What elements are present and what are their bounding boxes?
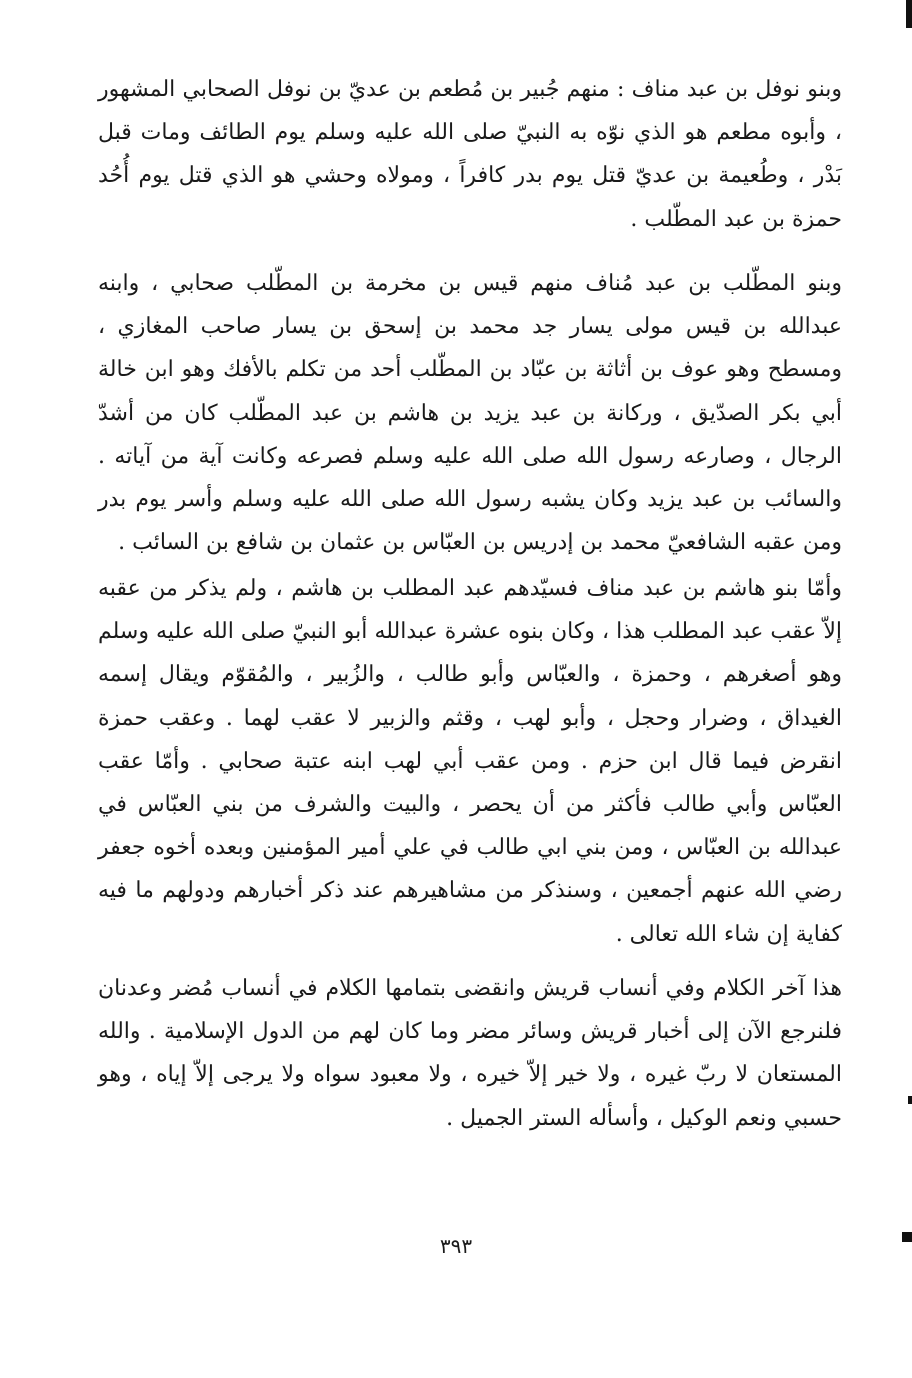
paragraph-conclusion: هذا آخر الكلام وفي أنساب قريش وانقضى بتمامها الكلام في أنساب مُضر وعدنان فلنرجع الآن إلى أخبار قريش وسائر مضر وما كان لهم من الدول الإسلامية . والله المستعان لا ربّ غيره ، ولا خير إلاّ خيره ، ولا معبود سواه ولا يرجى إلاّ إياه ، وهو حسبي ونعم الوكيل ، وأسأله الستر الجميل .	[98, 976, 842, 1131]
scan-edge-mark-middle	[908, 1096, 912, 1104]
paragraph-banu-nawfal: وبنو نوفل بن عبد مناف : منهم جُبير بن مُطعم بن عديّ بن نوفل الصحابي المشهور ، وأبوه مطعم هو الذي نوّه به النبيّ صلى الله عليه وسلم يوم الطائف ومات قبل بَدْر ، وطُعيمة بن عديّ قتل يوم بدر كافراً ، ومولاه وحشي هو الذي قتل يوم أُحُد حمزة بن عبد المطّلب .	[98, 77, 842, 232]
paragraph-banu-hashim: وأمّا بنو هاشم بن عبد مناف فسيّدهم عبد المطلب بن هاشم ، ولم يذكر من عقبه إلاّ عقب عبد المطلب هذا ، وكان بنوه عشرة عبدالله أبو النبيّ صلى الله عليه وسلم وهو أصغرهم ، وحمزة ، والعبّاس وأبو طالب ، والزُبير ، والمُقوّم ويقال إسمه الغيداق ، وضرار وحجل ، وأبو لهب ، وقثم والزبير لا عقب لهما . وعقب حمزة انقرض فيما قال ابن حزم . ومن عقب أبي لهب ابنه عتبة صحابي . وأمّا عقب العبّاس وأبي طالب فأكثر من أن يحصر ، والبيت والشرف من بني العبّاس في عبدالله بن العبّاس ، ومن بني ابي طالب في علي أمير المؤمنين وبعده أخوه جعفر رضي الله عنهم أجمعين ، وسنذكر من مشاهيرهم عند ذكر أخبارهم ودولهم ما فيه كفاية إن شاء الله تعالى .	[98, 576, 843, 947]
scan-edge-mark-bottom	[902, 1232, 912, 1242]
scan-edge-mark-top	[906, 0, 912, 28]
page-number: ٣٩٣	[439, 1234, 473, 1258]
paragraph-banu-al-muttalib: وبنو المطّلب بن عبد مُناف منهم قيس بن مخرمة بن المطّلب صحابي ، وابنه عبدالله بن قيس مولى يسار جد محمد بن إسحق بن يسار صاحب المغازي ، ومسطح وهو عوف بن أثاثة بن عبّاد بن المطّلب أحد من تكلم بالأفك وهو ابن خالة أبي بكر الصدّيق ، وركانة بن عبد يزيد بن هاشم بن عبد المطّلب كان من أشدّ الرجال ، وصارعه رسول الله صلى الله عليه وسلم فصرعه وكانت آية من آياته . والسائب بن عبد يزيد وكان يشبه رسول الله صلى الله عليه وسلم وأسر يوم بدر ومن عقبه الشافعيّ محمد بن إدريس بن العبّاس بن عثمان بن شافع بن السائب .	[98, 271, 842, 556]
body-text	[98, 68, 842, 1143]
